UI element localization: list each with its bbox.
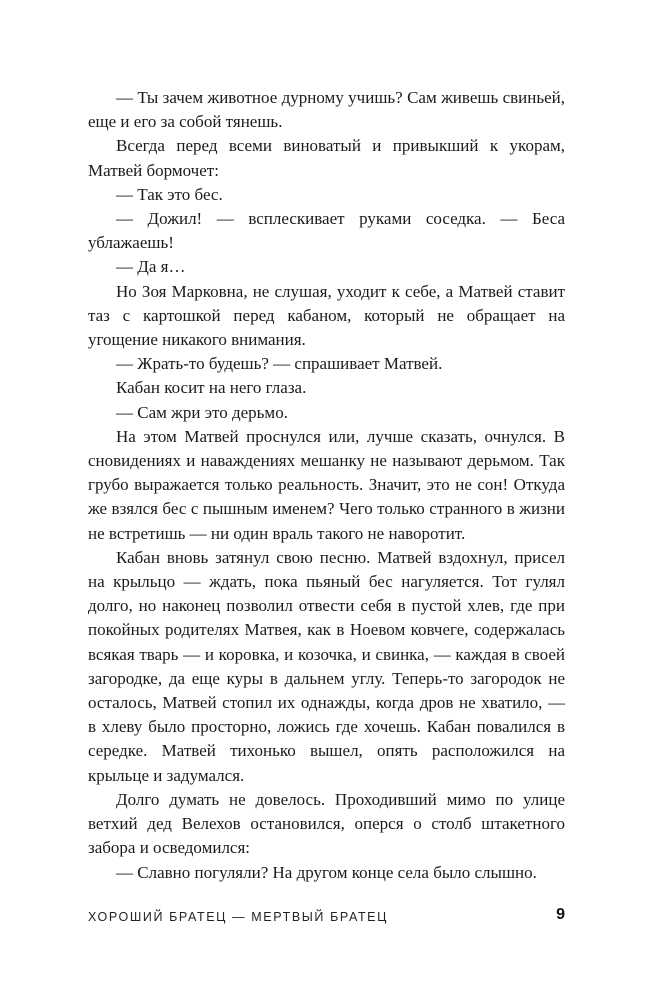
paragraph: — Да я… (116, 257, 186, 277)
paragraph: Долго думать не довелось. Проходивший мимо по улице ветхий дед Велехов остановился, оперся о столб штакетного забора и осведомился: (88, 789, 565, 858)
paragraph: На этом Матвей проснулся или, лучше сказать, очнулся. В сновидениях и наваждениях мешанку не называют дерьмом. Так грубо выражается только реальность. Значит, это не сон! Откуда же взялся бес с пышным именем? Чего только странного в жизни не встретишь — ни один враль такого не наворотит. (88, 426, 565, 543)
body-text (88, 86, 565, 885)
paragraph: Всегда перед всеми виноватый и привыкший к укорам, Матвей бормочет: (88, 136, 565, 180)
paragraph: Кабан косит на него глаза. (116, 378, 307, 398)
paragraph: — Ты зачем животное дурному учишь? Сам живешь свиньей, еще и его за собой тянешь. (88, 88, 565, 132)
paragraph: Кабан вновь затянул свою песню. Матвей вздохнул, присел на крыльцо — ждать, пока пьяный бес нагуляется. Тот гулял долго, но наконец позволил отвести себя в пустой хлев, где при покойных родителях Матвея, как в Ноевом ковчеге, содержалась всякая тварь — и коровка, и козочка, и свинка, — каждая в своей загородке, да еще куры в дальнем углу. Теперь-то загородок не осталось, Матвей стопил их однажды, когда дров не хватило, — в хлеву было просторно, ложись где хочешь. Кабан повалился в середке. Матвей тихонько вышел, опять расположился на крыльце и задумался. (88, 547, 565, 785)
paragraph: — Так это бес. (116, 184, 223, 204)
page-number: 9 (556, 906, 565, 923)
paragraph: — Жрать-то будешь? — спрашивает Матвей. (116, 354, 443, 374)
running-footer-title: ХОРОШИЙ БРАТЕЦ — МЕРТВЫЙ БРАТЕЦ (88, 910, 388, 924)
paragraph: Но Зоя Марковна, не слушая, уходит к себе, а Матвей ставит таз с картошкой перед кабаном, который не обращает на угощение никакого внимания. (88, 281, 565, 350)
paragraph: — Дожил! — всплескивает руками соседка. — Беса ублажаешь! (88, 209, 565, 253)
paragraph: — Славно погуляли? На другом конце села было слышно. (116, 862, 537, 882)
paragraph: — Сам жри это дерьмо. (116, 402, 288, 422)
